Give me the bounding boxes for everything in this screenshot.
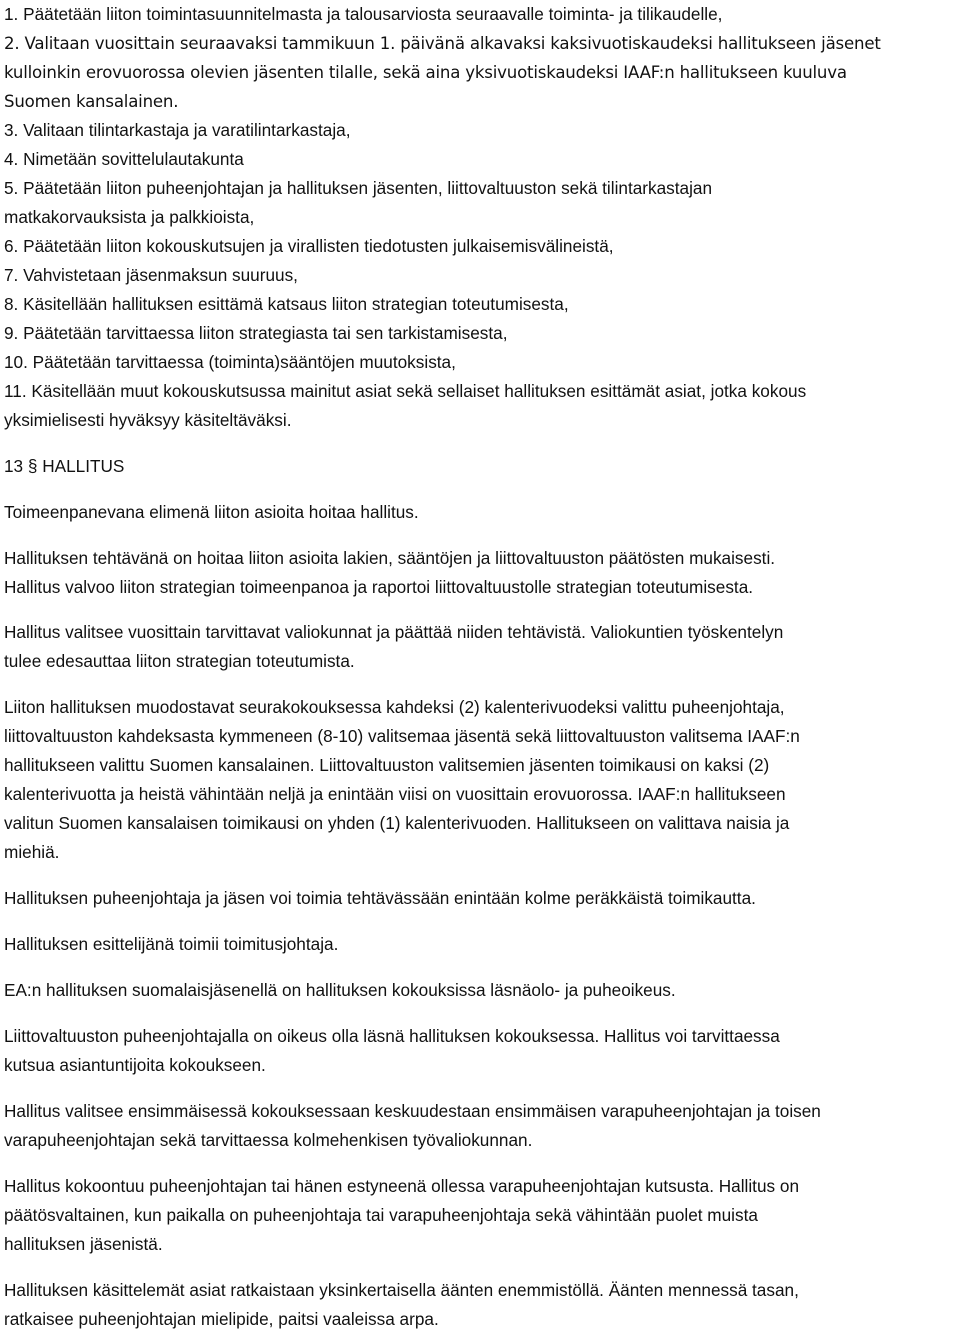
paragraph-line: hallitukseen valittu Suomen kansalainen. Liittovaltuuston valitsemien jäsenten toimikausi on kaksi (2) xyxy=(4,755,770,775)
paragraph xyxy=(4,976,956,1005)
paragraph xyxy=(4,1022,956,1080)
list-item xyxy=(4,319,956,348)
list-item xyxy=(4,0,956,29)
paragraph-line: kalenterivuotta ja heistä vähintään neljä ja enintään viisi on vuosittain erovuorossa. IAAF:n hallitukseen xyxy=(4,784,786,804)
paragraph-line: Hallitus valitsee vuosittain tarvittavat valiokunnat ja päättää niiden tehtävistä. Valiokuntien työskentelyn xyxy=(4,622,784,642)
list-item xyxy=(4,290,956,319)
list-item-line: Suomen kansalainen. xyxy=(4,92,179,111)
paragraph-line: Liiton hallituksen muodostavat seurakokouksessa kahdeksi (2) kalenterivuodeksi valittu puheenjohtaja, xyxy=(4,697,785,717)
paragraph-line: Liittovaltuuston puheenjohtajalla on oikeus olla läsnä hallituksen kokouksessa. Hallitus voi tarvittaessa xyxy=(4,1026,780,1046)
paragraph xyxy=(4,498,956,527)
paragraph-line: varapuheenjohtajan sekä tarvittaessa kolmehenkisen työvaliokunnan. xyxy=(4,1130,533,1150)
list-item-line: 5. Päätetään liiton puheenjohtajan ja hallituksen jäsenten, liittovaltuuston sekä tilintarkastajan xyxy=(4,178,713,198)
paragraph xyxy=(4,1276,956,1334)
paragraph xyxy=(4,884,956,913)
paragraph-line: Hallituksen puheenjohtaja ja jäsen voi toimia tehtävässään enintään kolme peräkkäistä toimikautta. xyxy=(4,888,756,908)
paragraph-line: EA:n hallituksen suomalaisjäsenellä on hallituksen kokouksissa läsnäolo- ja puheoikeus. xyxy=(4,980,676,1000)
list-item-line: 11. Käsitellään muut kokouskutsussa mainitut asiat sekä sellaiset hallituksen esittämät asiat, jotka kokous xyxy=(4,381,807,401)
list-item-line: 10. Päätetään tarvittaessa (toiminta)sääntöjen muutoksista, xyxy=(4,352,456,372)
list-item xyxy=(4,116,956,145)
paragraph-line: Toimeenpanevana elimenä liiton asioita hoitaa hallitus. xyxy=(4,502,419,522)
section-heading: 13 § HALLITUS xyxy=(4,456,125,476)
list-item xyxy=(4,377,956,435)
list-item-line: yksimielisesti hyväksyy käsiteltäväksi. xyxy=(4,410,292,430)
paragraph xyxy=(4,1097,956,1155)
paragraph-line: hallituksen jäsenistä. xyxy=(4,1234,163,1254)
list-item-line: 4. Nimetään sovittelulautakunta xyxy=(4,149,244,169)
paragraph-line: valitun Suomen kansalaisen toimikausi on yhden (1) kalenterivuoden. Hallitukseen on valittava naisia ja xyxy=(4,813,790,833)
list-item-line: matkakorvauksista ja palkkioista, xyxy=(4,207,255,227)
list-item-line: 1. Päätetään liiton toimintasuunnitelmasta ja talousarviosta seuraavalle toiminta- ja tilikaudelle, xyxy=(4,4,723,24)
paragraph-line: miehiä. xyxy=(4,842,60,862)
paragraph-line: ratkaisee puheenjohtajan mielipide, paitsi vaaleissa arpa. xyxy=(4,1309,439,1329)
paragraph-line: liittovaltuuston kahdeksasta kymmeneen (8-10) valitsemaa jäsentä sekä liittovaltuuston valitsema IAAF:n xyxy=(4,726,800,746)
list-item xyxy=(4,261,956,290)
list-item-line: kulloinkin erovuorossa olevien jäsenten tilalle, sekä aina yksivuotiskaudeksi IAAF:n hallitukseen kuuluva xyxy=(4,63,847,82)
paragraph xyxy=(4,618,956,676)
list-item xyxy=(4,145,956,174)
paragraph-line: kutsua asiantuntijoita kokoukseen. xyxy=(4,1055,266,1075)
paragraph-line: Hallituksen käsittelemät asiat ratkaistaan yksinkertaisella äänten enemmistöllä. Äänten mennessä tasan, xyxy=(4,1280,799,1300)
document-page xyxy=(4,0,956,1334)
list-item-line: 2. Valitaan vuosittain seuraavaksi tammikuun 1. päivänä alkavaksi kaksivuotiskaudeksi hallitukseen jäsenet xyxy=(4,34,881,53)
list-item-line: 9. Päätetään tarvittaessa liiton strategiasta tai sen tarkistamisesta, xyxy=(4,323,508,343)
agenda-list xyxy=(4,0,956,435)
paragraph-line: Hallitus kokoontuu puheenjohtajan tai hänen estyneenä ollessa varapuheenjohtajan kutsusta. Hallitus on xyxy=(4,1176,799,1196)
paragraph xyxy=(4,544,956,602)
paragraph xyxy=(4,1172,956,1259)
list-item xyxy=(4,348,956,377)
list-item xyxy=(4,29,956,116)
paragraph-line: Hallituksen esittelijänä toimii toimitusjohtaja. xyxy=(4,934,339,954)
list-item-line: 3. Valitaan tilintarkastaja ja varatilintarkastaja, xyxy=(4,120,351,140)
paragraph xyxy=(4,930,956,959)
paragraph xyxy=(4,693,956,867)
paragraph-line: Hallitus valvoo liiton strategian toimeenpanoa ja raportoi liittovaltuustolle strategian toteutumisesta. xyxy=(4,577,754,597)
list-item xyxy=(4,232,956,261)
paragraph-line: tulee edesauttaa liiton strategian toteutumista. xyxy=(4,651,355,671)
list-item-line: 7. Vahvistetaan jäsenmaksun suuruus, xyxy=(4,265,298,285)
paragraph-line: päätösvaltainen, kun paikalla on puheenjohtaja tai varapuheenjohtaja sekä vähintään puolet muista xyxy=(4,1205,758,1225)
list-item-line: 6. Päätetään liiton kokouskutsujen ja virallisten tiedotusten julkaisemisvälineistä, xyxy=(4,236,614,256)
paragraph-line: Hallituksen tehtävänä on hoitaa liiton asioita lakien, sääntöjen ja liittovaltuuston päätösten mukaisesti. xyxy=(4,548,776,568)
list-item xyxy=(4,174,956,232)
list-item-line: 8. Käsitellään hallituksen esittämä katsaus liiton strategian toteutumisesta, xyxy=(4,294,569,314)
paragraph-line: Hallitus valitsee ensimmäisessä kokouksessaan keskuudestaan ensimmäisen varapuheenjohtajan ja toisen xyxy=(4,1101,821,1121)
